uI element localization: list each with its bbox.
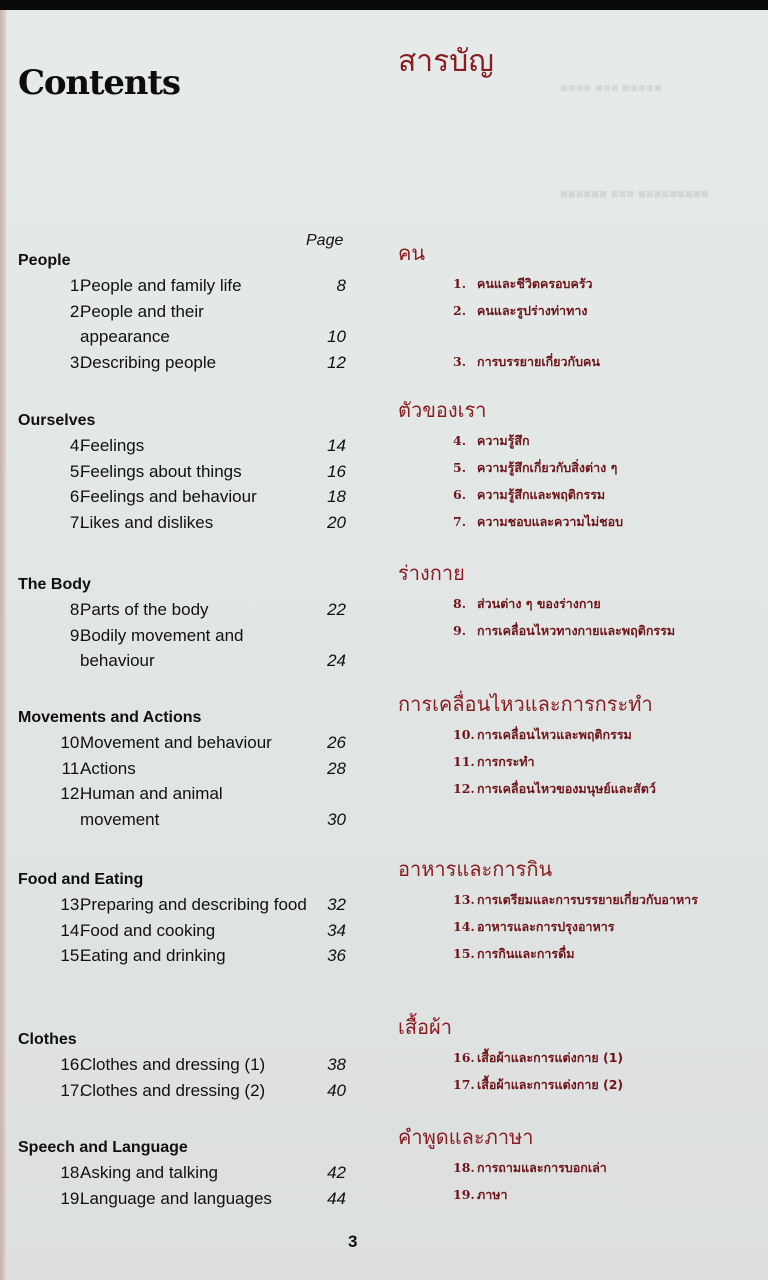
thai-toc-entry[interactable] <box>398 590 758 617</box>
entry-title: Food and cooking <box>80 920 216 940</box>
entry-title: Clothes and dressing (2) <box>80 1080 266 1100</box>
entry-number: 1. <box>69 276 84 295</box>
thai-toc-entry[interactable] <box>398 427 758 454</box>
entry-number: 10. <box>60 733 84 752</box>
section-heading: Movements and Actions <box>18 709 202 726</box>
entry-page: 12 <box>327 352 346 372</box>
entry-title: Parts of the body <box>80 600 209 619</box>
contents-title: Contents <box>18 62 180 103</box>
section-heading: Ourselves <box>18 412 96 429</box>
section-heading: Clothes <box>18 1031 77 1048</box>
thai-toc-entry[interactable] <box>398 481 758 508</box>
entry-title: Movement and behaviour <box>80 733 272 752</box>
toc-section-movements-and-actions <box>18 706 358 832</box>
entry-number: 2. <box>69 301 84 321</box>
entry-title: ภาษา <box>477 1187 508 1202</box>
entry-number: 14. <box>453 919 475 934</box>
entry-page: 14 <box>327 436 346 455</box>
page-number: 3 <box>348 1232 358 1251</box>
entry-number: 11. <box>453 754 475 769</box>
entry-number: 2. <box>453 303 467 318</box>
toc-section-food-and-eating <box>18 868 358 969</box>
thai-section-heading: เสื้อผ้า <box>398 1015 453 1039</box>
toc-section-the-body <box>18 573 358 674</box>
entry-title: Clothes and dressing (1) <box>80 1055 266 1074</box>
entry-page: 24 <box>327 651 346 670</box>
entry-title: การถามและการบอกเล่า <box>477 1160 607 1175</box>
entry-title: Language and languages <box>80 1188 272 1208</box>
entry-title: Likes and dislikes <box>80 512 214 532</box>
toc-entry[interactable] <box>18 459 358 485</box>
entry-number: 6. <box>69 487 84 506</box>
thai-toc-entry[interactable] <box>398 886 758 913</box>
thai-toc-entry[interactable] <box>398 1154 758 1181</box>
entry-number: 19. <box>60 1188 84 1208</box>
entry-page: 18 <box>327 487 346 506</box>
thai-toc-entry[interactable] <box>398 940 758 967</box>
toc-entry[interactable] <box>18 510 358 536</box>
entry-title: ความรู้สึกและพฤติกรรม <box>477 487 606 502</box>
thai-section-heading: ตัวของเรา <box>398 398 487 422</box>
entry-number: 19. <box>453 1187 475 1202</box>
toc-entry[interactable] <box>18 1186 358 1212</box>
thai-toc-entry[interactable] <box>398 270 758 297</box>
entry-page: 32 <box>327 895 346 914</box>
toc-entry[interactable] <box>18 756 358 782</box>
entry-number: 1. <box>453 276 467 291</box>
toc-entry[interactable] <box>18 484 358 510</box>
entry-number: 4. <box>69 436 84 455</box>
page-column-header: Page <box>306 232 344 249</box>
entry-number: 3. <box>453 354 467 369</box>
entry-number: 4. <box>453 433 467 448</box>
entry-number: 16. <box>453 1050 475 1065</box>
thai-section-heading: การเคลื่อนไหวและการกระทำ <box>398 692 653 716</box>
thai-section-the-body <box>398 556 758 644</box>
thai-toc-entry[interactable] <box>398 454 758 481</box>
entry-number: 15. <box>60 946 84 965</box>
entry-number: 12. <box>453 781 475 796</box>
entry-page: 40 <box>327 1080 346 1100</box>
thai-section-speech-and-language <box>398 1120 758 1208</box>
toc-entry[interactable] <box>18 730 358 756</box>
entry-title: ส่วนต่าง ๆ ของร่างกาย <box>477 596 601 611</box>
entry-title: ความรู้สึก <box>477 433 530 448</box>
entry-title: อาหารและการปรุงอาหาร <box>477 919 615 934</box>
entry-number: 3. <box>69 352 84 372</box>
entry-number: 18. <box>453 1160 475 1175</box>
entry-number: 14. <box>60 920 84 940</box>
entry-title: การเคลื่อนไหวทางกายและพฤติกรรม <box>477 623 676 638</box>
entry-page: 8 <box>336 276 346 295</box>
thai-toc-entry[interactable] <box>398 775 758 802</box>
entry-title: คนและชีวิตครอบครัว <box>477 276 593 291</box>
thai-toc-entry[interactable] <box>398 748 758 775</box>
entry-title: Asking and talking <box>80 1163 218 1182</box>
entry-number: 17. <box>453 1077 475 1092</box>
entry-title: Actions <box>80 758 136 778</box>
toc-entry[interactable] <box>18 273 358 299</box>
section-heading: People <box>18 252 71 269</box>
entry-number: 7. <box>69 512 84 532</box>
thai-section-clothes <box>398 1010 758 1098</box>
entry-page: 44 <box>327 1188 346 1208</box>
thai-toc-entry[interactable] <box>398 1044 758 1071</box>
toc-entry[interactable] <box>18 943 358 969</box>
toc-entry[interactable] <box>18 597 358 623</box>
entry-title: Eating and drinking <box>80 946 226 965</box>
entry-page: 16 <box>327 461 346 481</box>
toc-section-clothes <box>18 1028 358 1103</box>
entry-number: 15. <box>453 946 475 961</box>
thai-toc-entry[interactable] <box>398 1181 758 1208</box>
entry-title: Bodily movement and behaviour <box>80 625 244 670</box>
entry-title: คนและรูปร่างท่าทาง <box>477 303 588 318</box>
thai-toc-entry[interactable] <box>398 1071 758 1098</box>
entry-page: 42 <box>327 1163 346 1182</box>
entry-number: 5. <box>69 461 84 481</box>
thai-section-movements-and-actions <box>398 687 758 802</box>
section-heading: The Body <box>18 576 91 593</box>
toc-section-ourselves <box>18 409 358 535</box>
entry-number: 6. <box>453 487 467 502</box>
entry-number: 16. <box>60 1055 84 1074</box>
entry-number: 10. <box>453 727 475 742</box>
section-heading: Speech and Language <box>18 1139 188 1156</box>
entry-number: 13. <box>60 895 84 914</box>
toc-entry[interactable] <box>18 1078 358 1104</box>
entry-title: การบรรยายเกี่ยวกับคน <box>477 354 600 369</box>
entry-page: 38 <box>327 1055 346 1074</box>
thai-section-heading: อาหารและการกิน <box>398 857 553 881</box>
entry-number: 11. <box>61 758 84 778</box>
entry-number: 8. <box>453 596 467 611</box>
entry-page: 36 <box>327 946 346 965</box>
entry-number: 17. <box>60 1080 84 1100</box>
entry-title: Feelings and behaviour <box>80 487 257 506</box>
entry-page: 20 <box>327 512 346 532</box>
toc-entry[interactable] <box>18 781 358 832</box>
entry-page: 28 <box>327 758 346 778</box>
entry-title: การเคลื่อนไหวของมนุษย์และสัตว์ <box>477 781 656 796</box>
entry-title: การกระทำ <box>477 754 535 769</box>
thai-section-people <box>398 236 758 375</box>
thai-section-food-and-eating <box>398 852 758 967</box>
entry-number: 9. <box>453 623 467 638</box>
entry-title: เสื้อผ้าและการแต่งกาย (1) <box>477 1050 624 1065</box>
entry-number: 8. <box>69 600 84 619</box>
entry-number: 12. <box>60 784 84 803</box>
entry-title: การกินและการดื่ม <box>477 946 575 961</box>
thai-toc-entry[interactable] <box>398 508 758 535</box>
thai-toc-entry[interactable] <box>398 913 758 940</box>
toc-entry[interactable] <box>18 623 358 674</box>
entry-number: 18. <box>60 1163 84 1182</box>
show-through-text: ■■■■■■ ■■■ ■■■■■■■■■ <box>560 186 709 201</box>
entry-title: Describing people <box>80 352 217 372</box>
entry-title: People and their appearance <box>80 301 204 346</box>
section-heading: Food and Eating <box>18 871 144 888</box>
thai-toc-entry[interactable] <box>398 348 758 375</box>
toc-entry[interactable] <box>18 433 358 459</box>
thai-section-heading: คน <box>398 241 426 265</box>
toc-section-people <box>18 249 358 375</box>
entry-page: 26 <box>327 733 346 752</box>
entry-page: 10 <box>327 327 346 346</box>
page-edge <box>0 10 7 1280</box>
thai-section-heading: ร่างกาย <box>398 561 465 585</box>
entry-title: Preparing and describing food <box>80 895 307 914</box>
entry-number: 5. <box>453 460 467 475</box>
entry-number: 9. <box>69 625 84 645</box>
entry-title: Feelings <box>80 436 145 455</box>
entry-page: 22 <box>327 600 346 619</box>
entry-title: ความชอบและความไม่ชอบ <box>477 514 624 529</box>
thai-toc-entry[interactable] <box>398 297 758 324</box>
entry-title: เสื้อผ้าและการแต่งกาย (2) <box>477 1077 624 1092</box>
thai-section-ourselves <box>398 393 758 535</box>
entry-title: Feelings about things <box>80 461 242 481</box>
entry-title: People and family life <box>80 276 242 295</box>
entry-number: 7. <box>453 514 467 529</box>
entry-title: ความรู้สึกเกี่ยวกับสิ่งต่าง ๆ <box>477 460 618 475</box>
toc-entry[interactable] <box>18 1052 358 1078</box>
toc-entry[interactable] <box>18 892 358 918</box>
toc-entry[interactable] <box>18 299 358 350</box>
toc-entry[interactable] <box>18 1160 358 1186</box>
show-through-text: ■■■■ ■■■ ■■■■■ <box>560 80 662 95</box>
thai-section-heading: คำพูดและภาษา <box>398 1125 534 1149</box>
toc-entry[interactable] <box>18 918 358 944</box>
thai-contents-title: สารบัญ <box>398 44 494 79</box>
entry-title: การเคลื่อนไหวและพฤติกรรม <box>477 727 632 742</box>
entry-title: การเตรียมและการบรรยายเกี่ยวกับอาหาร <box>477 892 698 907</box>
entry-page: 30 <box>327 809 346 829</box>
entry-title: Human and animal movement <box>80 784 223 829</box>
thai-toc-entry[interactable] <box>398 617 758 644</box>
entry-page: 34 <box>327 920 346 940</box>
entry-number: 13. <box>453 892 475 907</box>
thai-toc-entry[interactable] <box>398 721 758 748</box>
toc-section-speech-and-language <box>18 1136 358 1211</box>
toc-entry[interactable] <box>18 350 358 376</box>
